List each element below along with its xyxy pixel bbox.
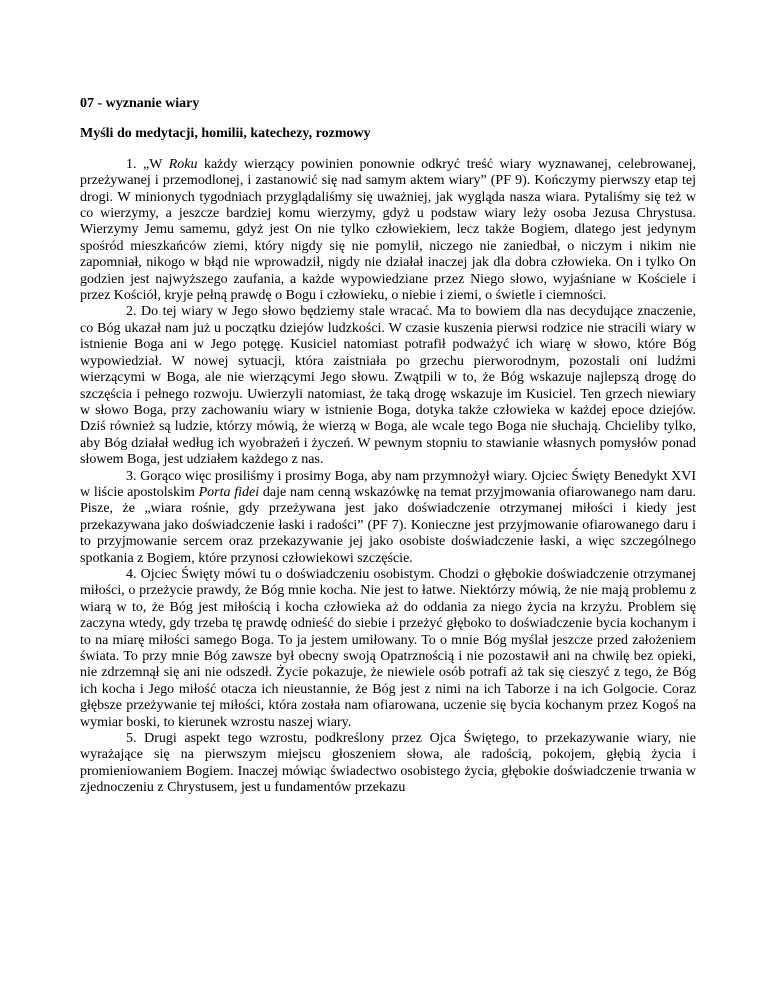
document-title: 07 - wyznanie wiary [80,96,200,111]
paragraph-5 [80,731,696,797]
paragraph-2 [80,304,696,468]
paragraph-text: 3. Gorąco więc prosiliśmy i prosimy Boga, aby nam przymnożył wiary. Ojciec Święty Benedykt XVI w liście apostolskim [80,468,696,500]
paragraph-text: każdy wierzący powinien ponownie odkryć treść wiary wyznawanej, celebrowanej, przeżywanej i przemodlonej, i zastanowić się nad samym aktem wiary” (PF 9). Kończymy pierwszy etap tej drogi. W minionych tygodniach przyglądaliśmy się uważniej, jak wygląda nasza wiara. Pytaliśmy się też w co wierzymy, a jeszcze bardziej komu wierzymy, gdyż u podstaw wiary leży osoba Jezusa Chrystusa. Wierzymy Jemu samemu, gdyż jest On nie tylko człowiekiem, lecz także Bogiem, dlatego jest jedynym spośród mieszkańców ziemi, który nigdy się nie pomylił, niczego nie zaniedbał, o niczym i nikim nie zapomniał, nikogo w błąd nie wprowadził, nigdy nie działał inaczej jak dla dobra człowieka. On i tylko On godzien jest najwyższego zaufania, a każde wypowiedziane przez Niego słowo, wyjaśniane w Kościele i przez Kościół, kryje pełną prawdę o Bogu i człowieku, o niebie i ziemi, o świetle i ciemności. [80,156,696,304]
paragraph-text: 2. Do tej wiary w Jego słowo będziemy stale wracać. Ma to bowiem dla nas decydujące znaczenie, co Bóg ukazał nam już u początku dziejów ludzkości. W czasie kuszenia pierwsi rodzice nie stracili wiary w istnienie Boga ani w Jego potęgę. Kusiciel natomiast potrafił podważyć ich wiarę w słowo, które Bóg wypowiedział. W nowej sytuacji, która zaistniała po grzechu pierworodnym, pozostali oni ludźmi wierzącymi w Boga, ale nie wierzącymi Jego słowu. Zwątpili w to, że Bóg wskazuje najlepszą drogę do szczęścia i pełnego rozwoju. Uwierzyli natomiast, że taką drogę wskazuje im Kusiciel. Ten grzech niewiary w słowo Boga, przy zachowaniu wiary w istnienie Boga, dotyka także człowieka w każdej epoce dziejów. Dziś również są ludzie, którzy mówią, że wierzą w Boga, ale wcale tego Boga nie słuchają. Chcieliby tylko, aby Bóg działał według ich wyobrażeń i życzeń. W pewnym stopniu to stawianie własnych pomysłów ponad słowem Boga, jest udziałem każdego z nas. [80,304,696,468]
paragraph-1 [80,157,696,305]
paragraph-text: 1. „W [126,156,169,172]
document-body [80,157,696,797]
document-subtitle: Myśli do medytacji, homilii, katechezy, rozmowy [80,126,371,142]
paragraph-text: 4. Ojciec Święty mówi tu o doświadczeniu osobistym. Chodzi o głębokie doświadczenie otrzymanej miłości, o przeżycie prawdy, że Bóg mnie kocha. Nie jest to łatwe. Niektórzy mówią, że nie mają problemu z wiarą w to, że Bóg jest miłością i kocha człowieka aż do oddania za niego życia na krzyżu. Problem się zaczyna wtedy, gdy trzeba tę prawdę odnieść do siebie i przeżyć głęboko to doświadczenie bycia kochanym i to na miarę miłości samego Boga. To ja jestem umiłowany. To o mnie Bóg myślał jeszcze przed założeniem świata. To przy mnie Bóg zawsze był obecny swoją Opatrznością i nie pozostawił ani na chwilę bez opieki, nie zdrzemnął się ani nie odszedł. Życie pokazuje, że niewiele osób potrafi aż tak się cieszyć z tego, że Bóg ich kocha i Jego miłość otacza ich nieustannie, że Bóg jest z nimi na ich Taborze i na ich Golgocie. Coraz głębsze przeżywanie tej miłości, która została nam ofiarowana, uczenie się bycia kochanym przez Kogoś na wymiar boski, to kierunek wzrostu naszej wiary. [80,566,696,730]
paragraph-3 [80,469,696,567]
italic-text: Roku [168,156,198,172]
document-page [80,96,696,797]
italic-text: Porta fidei [198,484,260,500]
paragraph-4 [80,567,696,731]
paragraph-text: daje nam cenną wskazówkę na temat przyjmowania ofiarowanego nam daru. Pisze, że „wiara rośnie, gdy przeżywana jest jako doświadczenie otrzymanej miłości i kiedy jest przekazywana jako doświadczenie łaski i radości” (PF 7). Konieczne jest przyjmowanie ofiarowanego daru i to przyjmowanie sercem oraz przekazywanie jej jako osobiste doświadczenie łaski, a więc szczególnego spotkania z Bogiem, które przynosi człowiekowi szczęście. [80,484,697,566]
paragraph-text: 5. Drugi aspekt tego wzrostu, podkreślony przez Ojca Świętego, to przekazywanie wiary, nie wyrażające się na pierwszym miejscu głoszeniem słowa, ale radością, pokojem, głębią życia i promieniowaniem Bogiem. Inaczej mówiąc świadectwo osobistego życia, głębokie doświadczenie trwania w zjednoczeniu z Chrystusem, jest u fundamentów przekazu [80,731,696,796]
